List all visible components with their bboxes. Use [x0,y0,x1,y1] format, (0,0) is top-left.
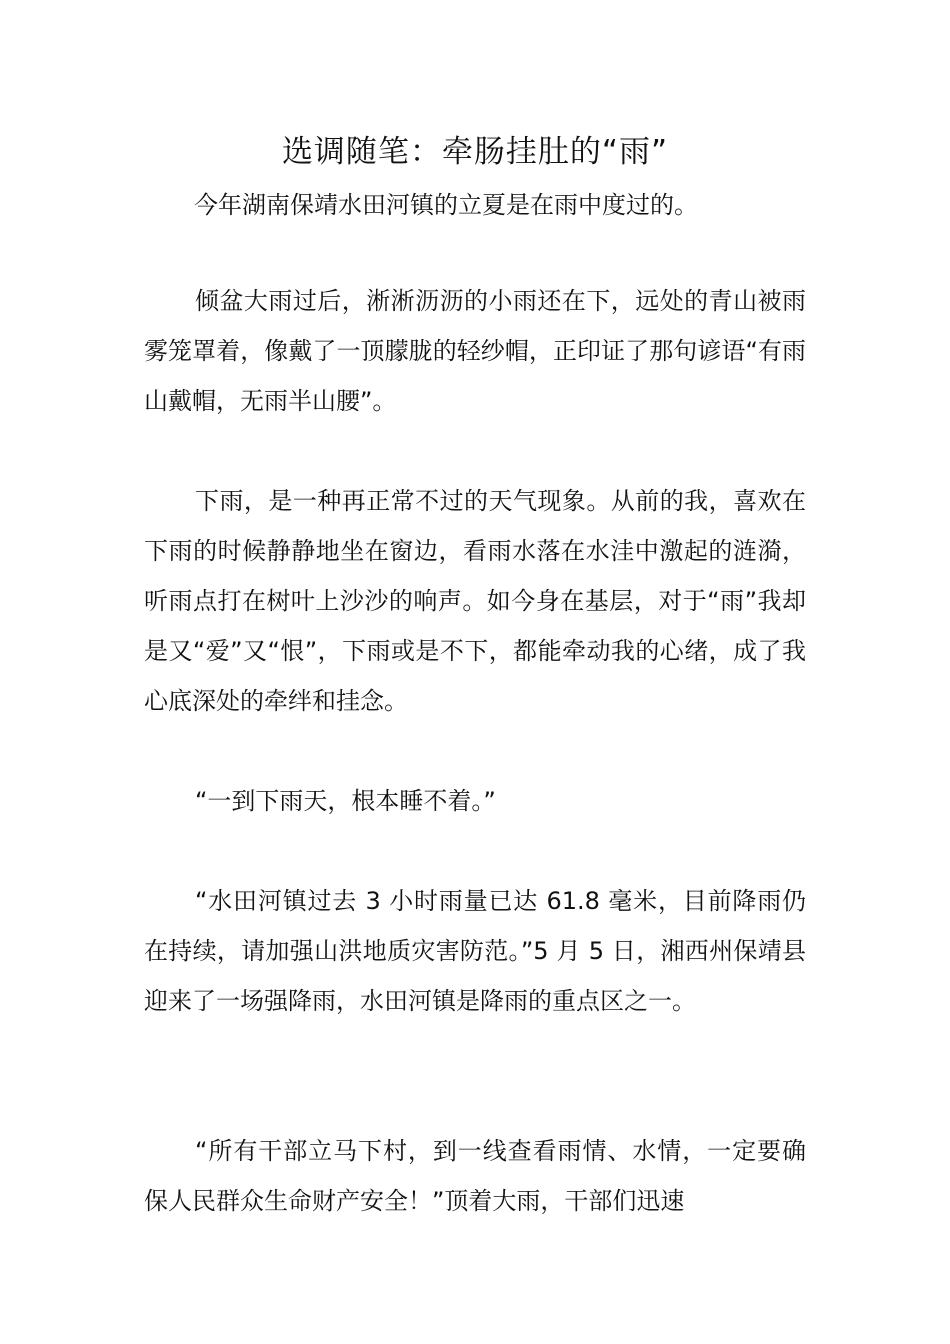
paragraph-1: 倾盆大雨过后，淅淅沥沥的小雨还在下，远处的青山被雨雾笼罩着，像戴了一顶朦胧的轻纱帽，正印证了那句谚语“有雨山戴帽，无雨半山腰”。 [144,287,806,415]
paragraph-2: 下雨，是一种再正常不过的天气现象。从前的我，喜欢在下雨的时候静静地坐在窗边，看雨水落在水洼中激起的涟漪，听雨点打在树叶上沙沙的响声。如今身在基层，对于“雨”我却是又“爱”又“恨”，下雨或是不下，都能牵动我的心绪，成了我心底深处的牵绊和挂念。 [144,487,806,715]
paragraph-4: “水田河镇过去 3 小时雨量已达 61.8 毫米，目前降雨仍在持续，请加强山洪地质灾害防范。”5 月 5 日，湘西州保靖县迎来了一场强降雨，水田河镇是降雨的重点区之一。 [144,887,806,1015]
lead-paragraph: 今年湖南保靖水田河镇的立夏是在雨中度过的。 [194,191,698,219]
document-title: 选调随笔：牵肠挂肚的“雨” [281,134,669,170]
paragraph-3: “一到下雨天，根本睡不着。” [195,787,496,815]
paragraph-5: “所有干部立马下村，到一线查看雨情、水情，一定要确保人民群众生命财产安全！”顶着大雨，干部们迅速 [144,1137,806,1215]
